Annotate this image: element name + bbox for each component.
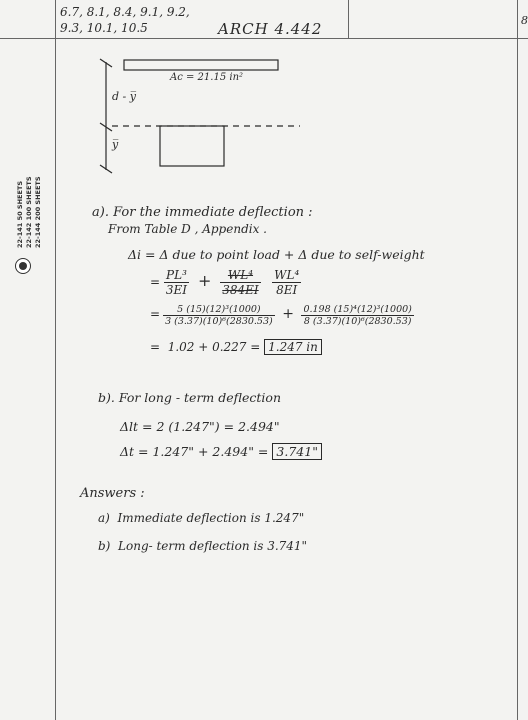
part-b-equation-2: Δt = 1.247" + 2.494" = 3.741" — [120, 444, 322, 459]
part-a-equation-2: = $\frac{\text{PL³}}{3EI}$ + $\frac{\text{WL⁴}}{384EI}$ $\frac{\text{WL⁴}}{8EI}$ — [150, 268, 300, 297]
self-weight-substitution: $\frac{\text{0.198 (15)⁴(12)³(1000)}}{\text{8 (3.37)(10)⁶(2830.53)}}$ — [303, 304, 412, 327]
part-b-title: b). For long - term deflection — [98, 390, 281, 405]
point-load-substitution: $\frac{\text{5 (15)(12)³(1000)}}{\text{3 (3.37)(10)⁶(2830.53)}}$ — [165, 304, 273, 327]
part-a-reference: From Table D , Appendix . — [108, 222, 267, 236]
margin-brand-line-2: 22-142 100 SHEETS — [25, 176, 33, 248]
dimension-label-top: d - y̅ — [112, 90, 136, 103]
margin-brand-line-1: 22-141 50 SHEETS — [16, 181, 24, 248]
problem-list-line-2: 9.3, 10.1, 10.5 — [60, 21, 148, 35]
margin-brand-line-3: 22-144 200 SHEETS — [34, 176, 42, 248]
crossed-out-formula: $\frac{\text{WL⁴}}{384EI}$ — [222, 268, 259, 297]
long-term-deflection-result: 3.741" — [272, 443, 322, 460]
immediate-deflection-result: 1.247 in — [264, 339, 322, 355]
course-number: ARCH 4.442 — [218, 20, 323, 38]
answer-b: b) Long- term deflection is 3.741" — [98, 539, 308, 553]
dimension-label-bottom: y̅ — [112, 138, 119, 151]
problem-list-line-1: 6.7, 8.1, 8.4, 9.1, 9.2, — [60, 5, 190, 19]
part-a-equation-1: Δi = Δ due to point load + Δ due to self-weight — [128, 247, 425, 262]
self-weight-formula: $\frac{\text{WL⁴}}{8EI}$ — [274, 268, 300, 297]
page-corner-mark: 8 — [521, 14, 528, 27]
point-load-formula: $\frac{\text{PL³}}{3EI}$ — [165, 268, 188, 297]
area-label: Ac = 21.15 in² — [170, 72, 244, 83]
answer-a: a) Immediate deflection is 1.247" — [98, 511, 305, 525]
part-a-equation-3: = $\frac{\text{5 (15)(12)³(1000)}}{\text{3 (3.37)(10)⁶(2830.53)}}$ + $\frac{\text{0.198 (15)⁴(12)³(1000)}}{\text{8 (3.37)(10)⁶(2830.53)}}$ — [150, 304, 412, 327]
answers-heading: Answers : — [80, 486, 145, 501]
part-a-title: a). For the immediate deflection : — [92, 205, 313, 220]
part-a-equation-4: = 1.02 + 0.227 = 1.247 in — [150, 340, 322, 354]
part-b-equation-1: Δlt = 2 (1.247") = 2.494" — [120, 419, 280, 434]
